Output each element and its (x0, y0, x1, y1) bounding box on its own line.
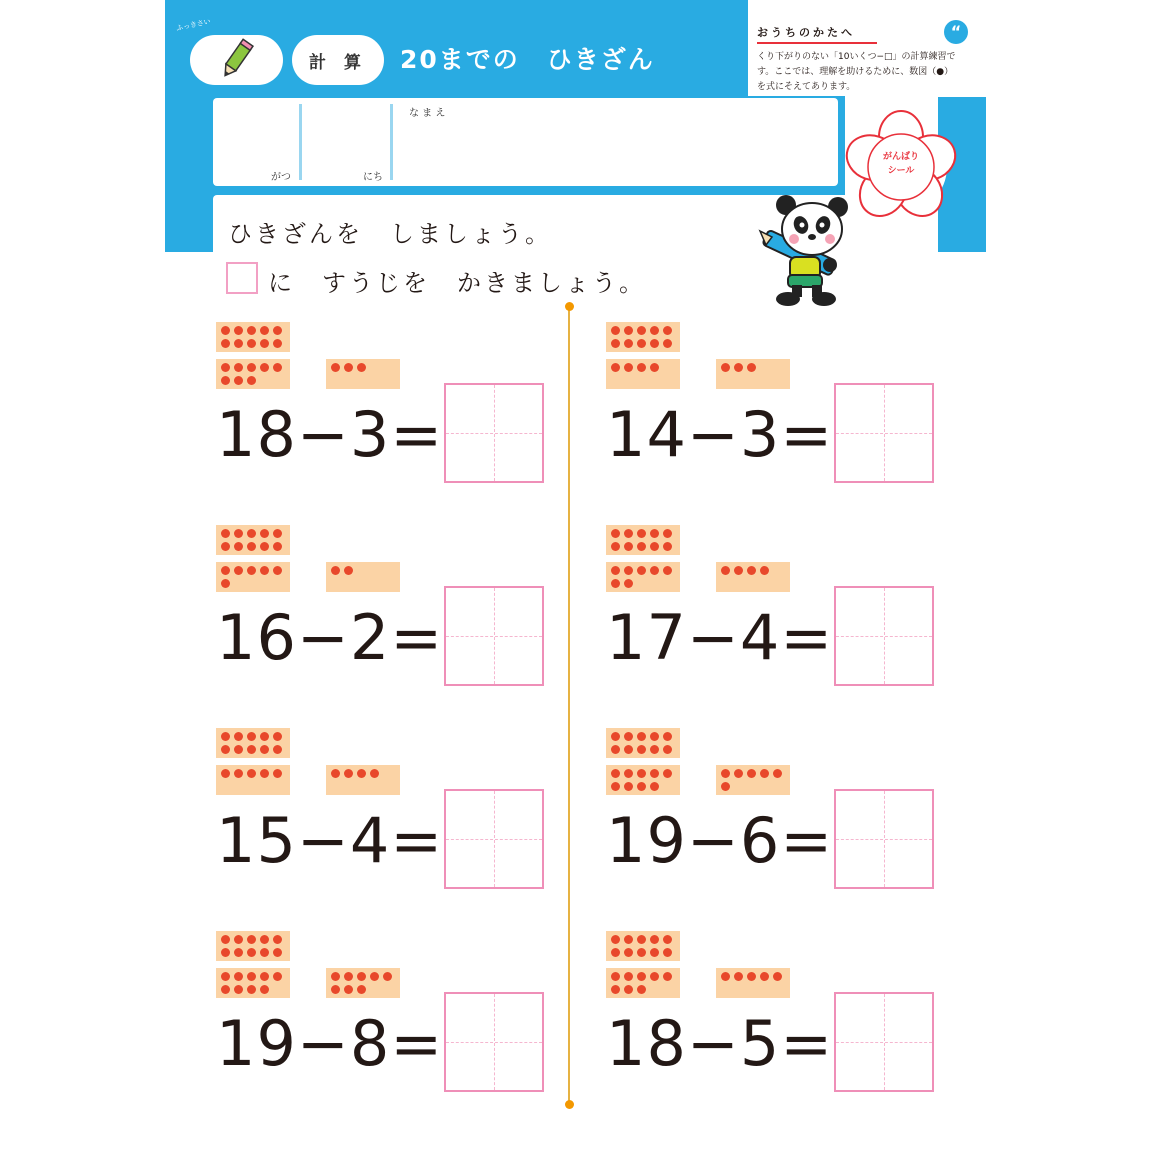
counter-dot (611, 529, 620, 538)
counter-dot (663, 948, 672, 957)
counter-dot (650, 948, 659, 957)
counter-dot (637, 732, 646, 741)
counter-dot (260, 363, 269, 372)
guide-line (494, 588, 495, 684)
counter-dot (344, 363, 353, 372)
counter-dot (247, 732, 256, 741)
counter-dot (663, 529, 672, 538)
counter-dot (624, 529, 633, 538)
counter-dot (234, 566, 243, 575)
counter-dot (611, 363, 620, 372)
counter-dot (760, 566, 769, 575)
counter-dot (247, 326, 256, 335)
counter-dot (721, 566, 730, 575)
ones-frame-minuend (216, 562, 290, 592)
counter-dot (747, 972, 756, 981)
counter-dot (260, 529, 269, 538)
answer-box[interactable] (834, 992, 934, 1092)
counter-dot (247, 376, 256, 385)
ones-frame-minuend (606, 968, 680, 998)
ones-frame-minuend (606, 359, 680, 389)
counter-dot (611, 579, 620, 588)
counter-dot (624, 566, 633, 575)
counter-dot (637, 326, 646, 335)
counter-dot (247, 948, 256, 957)
ten-frame (216, 931, 290, 961)
subtrahend-frame (326, 968, 400, 998)
counter-dot (663, 769, 672, 778)
counter-dot (383, 972, 392, 981)
counter-dot (260, 542, 269, 551)
divider-dot (565, 1100, 574, 1109)
answer-box[interactable] (834, 789, 934, 889)
counter-dot (273, 326, 282, 335)
counter-dot (611, 745, 620, 754)
counter-dot (331, 566, 340, 575)
guide-line (884, 385, 885, 481)
counter-dot (260, 339, 269, 348)
answer-box[interactable] (444, 789, 544, 889)
day-label: にち (363, 172, 383, 183)
counter-dot (663, 935, 672, 944)
equation: 16−2= (216, 601, 444, 674)
guide-line (494, 994, 495, 1090)
counter-dot (247, 339, 256, 348)
counter-dot (260, 769, 269, 778)
counter-dot (247, 566, 256, 575)
ones-frame-minuend (216, 765, 290, 795)
counter-dot (624, 782, 633, 791)
counter-dot (234, 935, 243, 944)
counter-dot (247, 972, 256, 981)
counter-dot (273, 732, 282, 741)
answer-box[interactable] (834, 586, 934, 686)
counter-dot (247, 363, 256, 372)
problem-7 (216, 931, 556, 1111)
counter-dot (221, 542, 230, 551)
counter-dot (234, 529, 243, 538)
guide-line (494, 385, 495, 481)
subtrahend-frame (716, 359, 790, 389)
counter-dot (637, 948, 646, 957)
ten-frame (216, 728, 290, 758)
counter-dot (221, 732, 230, 741)
counter-dot (234, 339, 243, 348)
counter-dot (221, 579, 230, 588)
counter-dot (273, 935, 282, 944)
counter-dot (611, 339, 620, 348)
counter-dot (234, 542, 243, 551)
counter-dot (611, 732, 620, 741)
problem-2 (606, 322, 946, 502)
counter-dot (650, 769, 659, 778)
counter-dot (637, 782, 646, 791)
problem-1 (216, 322, 556, 502)
ones-frame-minuend (606, 765, 680, 795)
counter-dot (260, 972, 269, 981)
counter-dot (260, 566, 269, 575)
counter-dot (663, 339, 672, 348)
counter-dot (624, 972, 633, 981)
counter-dot (611, 566, 620, 575)
counter-dot (260, 985, 269, 994)
counter-dot (370, 972, 379, 981)
guide-line (884, 588, 885, 684)
counter-dot (747, 769, 756, 778)
equation: 19−8= (216, 1007, 444, 1080)
subtrahend-frame (716, 562, 790, 592)
counter-dot (624, 732, 633, 741)
counter-dot (221, 972, 230, 981)
equation: 18−3= (216, 398, 444, 471)
counter-dot (221, 363, 230, 372)
equation: 14−3= (606, 398, 834, 471)
counter-dot (721, 769, 730, 778)
counter-dot (637, 542, 646, 551)
counter-dot (260, 948, 269, 957)
equation: 18−5= (606, 1007, 834, 1080)
counter-dot (260, 732, 269, 741)
counter-dot (637, 985, 646, 994)
counter-dot (221, 745, 230, 754)
ten-frame (606, 525, 680, 555)
counter-dot (273, 529, 282, 538)
counter-dot (747, 566, 756, 575)
counter-dot (260, 326, 269, 335)
center-divider (568, 306, 570, 1106)
counter-dot (273, 339, 282, 348)
counter-dot (331, 985, 340, 994)
subtrahend-frame (326, 359, 400, 389)
answer-box[interactable] (444, 586, 544, 686)
counter-dot (221, 769, 230, 778)
counter-dot (663, 326, 672, 335)
counter-dot (611, 972, 620, 981)
counter-dot (624, 326, 633, 335)
problem-8 (606, 931, 946, 1111)
counter-dot (650, 782, 659, 791)
counter-dot (637, 935, 646, 944)
divider-line (299, 104, 302, 180)
answer-box[interactable] (834, 383, 934, 483)
counter-dot (357, 985, 366, 994)
counter-dot (247, 529, 256, 538)
counter-dot (234, 769, 243, 778)
ones-frame-minuend (216, 968, 290, 998)
problem-5 (216, 728, 556, 908)
divider-line (390, 104, 393, 180)
counter-dot (234, 363, 243, 372)
counter-dot (611, 542, 620, 551)
divider-dot (565, 302, 574, 311)
counter-dot (221, 985, 230, 994)
counter-dot (650, 529, 659, 538)
counter-dot (344, 566, 353, 575)
counter-dot (273, 745, 282, 754)
counter-dot (344, 769, 353, 778)
counter-dot (637, 363, 646, 372)
counter-dot (611, 948, 620, 957)
problem-4 (606, 525, 946, 705)
answer-box-sample-icon (226, 262, 258, 294)
counter-dot (221, 948, 230, 957)
counter-dot (221, 339, 230, 348)
counter-dot (247, 985, 256, 994)
counter-dot (747, 363, 756, 372)
counter-dot (650, 542, 659, 551)
counter-dot (721, 363, 730, 372)
counter-dot (247, 935, 256, 944)
answer-box[interactable] (444, 383, 544, 483)
quote-icon: “ (944, 20, 968, 44)
counter-dot (663, 542, 672, 551)
counter-dot (611, 769, 620, 778)
counter-dot (650, 745, 659, 754)
counter-dot (331, 972, 340, 981)
counter-dot (637, 745, 646, 754)
counter-dot (721, 972, 730, 981)
counter-dot (234, 972, 243, 981)
subtrahend-frame (326, 562, 400, 592)
parent-note-title: おうちのかたへ (757, 26, 855, 39)
counter-dot (273, 972, 282, 981)
counter-dot (624, 542, 633, 551)
counter-dot (344, 985, 353, 994)
ten-frame (216, 322, 290, 352)
counter-dot (234, 948, 243, 957)
equation: 19−6= (606, 804, 834, 877)
counter-dot (624, 985, 633, 994)
counter-dot (650, 326, 659, 335)
ones-frame-minuend (606, 562, 680, 592)
equation: 15−4= (216, 804, 444, 877)
counter-dot (760, 972, 769, 981)
counter-dot (260, 745, 269, 754)
counter-dot (370, 769, 379, 778)
pencil-badge (190, 35, 283, 85)
counter-dot (637, 769, 646, 778)
date-name-box[interactable] (213, 98, 838, 186)
counter-dot (650, 339, 659, 348)
counter-dot (734, 972, 743, 981)
page-title: 20までの ひきざん (400, 45, 655, 74)
counter-dot (663, 745, 672, 754)
counter-dot (357, 769, 366, 778)
subtrahend-frame (716, 765, 790, 795)
counter-dot (624, 769, 633, 778)
counter-dot (234, 732, 243, 741)
month-label: がつ (271, 172, 291, 183)
counter-dot (663, 566, 672, 575)
parent-note-body: くり下がりのない「10いくつ−□」の計算練習です。ここでは、理解を助けるために、数図（●）を式にそえてあります。 (757, 52, 956, 92)
counter-dot (221, 529, 230, 538)
counter-dot (624, 339, 633, 348)
ten-frame (216, 525, 290, 555)
counter-dot (650, 935, 659, 944)
instruction-line-1: ひきざんを しましょう。 (228, 220, 552, 248)
counter-dot (221, 326, 230, 335)
sticker-label (870, 150, 932, 178)
counter-dot (773, 972, 782, 981)
counter-dot (221, 376, 230, 385)
counter-dot (637, 972, 646, 981)
counter-dot (734, 566, 743, 575)
counter-dot (234, 985, 243, 994)
counter-dot (637, 529, 646, 538)
counter-dot (721, 782, 730, 791)
guide-line (884, 791, 885, 887)
counter-dot (624, 579, 633, 588)
counter-dot (611, 985, 620, 994)
counter-dot (273, 769, 282, 778)
counter-dot (273, 542, 282, 551)
counter-dot (221, 566, 230, 575)
counter-dot (234, 376, 243, 385)
counter-dot (650, 972, 659, 981)
counter-dot (611, 782, 620, 791)
subtrahend-frame (716, 968, 790, 998)
counter-dot (624, 363, 633, 372)
counter-dot (611, 935, 620, 944)
ten-frame (606, 931, 680, 961)
counter-dot (344, 972, 353, 981)
parent-note-underline (757, 42, 877, 44)
counter-dot (663, 972, 672, 981)
answer-box[interactable] (444, 992, 544, 1092)
counter-dot (357, 972, 366, 981)
pencil-icon (190, 35, 283, 85)
counter-dot (247, 769, 256, 778)
subtrahend-frame (326, 765, 400, 795)
counter-dot (247, 745, 256, 754)
guide-line (884, 994, 885, 1090)
counter-dot (760, 769, 769, 778)
counter-dot (624, 745, 633, 754)
sticker-label-line-1: がんばり (882, 152, 919, 162)
counter-dot (234, 745, 243, 754)
counter-dot (650, 566, 659, 575)
counter-dot (611, 326, 620, 335)
counter-dot (734, 769, 743, 778)
counter-dot (331, 769, 340, 778)
counter-dot (637, 566, 646, 575)
counter-dot (637, 339, 646, 348)
counter-dot (624, 935, 633, 944)
counter-dot (624, 948, 633, 957)
tiny-label: ふっきさい (175, 17, 212, 33)
ten-frame (606, 728, 680, 758)
counter-dot (734, 363, 743, 372)
counter-dot (260, 935, 269, 944)
sticker-label-line-2: シール (887, 166, 915, 176)
counter-dot (650, 363, 659, 372)
instruction-line-2: に すうじを かきましょう。 (268, 269, 646, 297)
equation: 17−4= (606, 601, 834, 674)
ones-frame-minuend (216, 359, 290, 389)
counter-dot (273, 948, 282, 957)
counter-dot (331, 363, 340, 372)
ten-frame (606, 322, 680, 352)
problem-3 (216, 525, 556, 705)
counter-dot (273, 566, 282, 575)
counter-dot (273, 363, 282, 372)
counter-dot (650, 732, 659, 741)
name-label: な ま え (409, 108, 446, 119)
counter-dot (663, 732, 672, 741)
guide-line (494, 791, 495, 887)
counter-dot (234, 326, 243, 335)
problem-6 (606, 728, 946, 908)
panda-mascot-icon (752, 195, 862, 310)
counter-dot (247, 542, 256, 551)
counter-dot (357, 363, 366, 372)
counter-dot (773, 769, 782, 778)
counter-dot (221, 935, 230, 944)
subject-badge: 計 算 (292, 35, 384, 85)
